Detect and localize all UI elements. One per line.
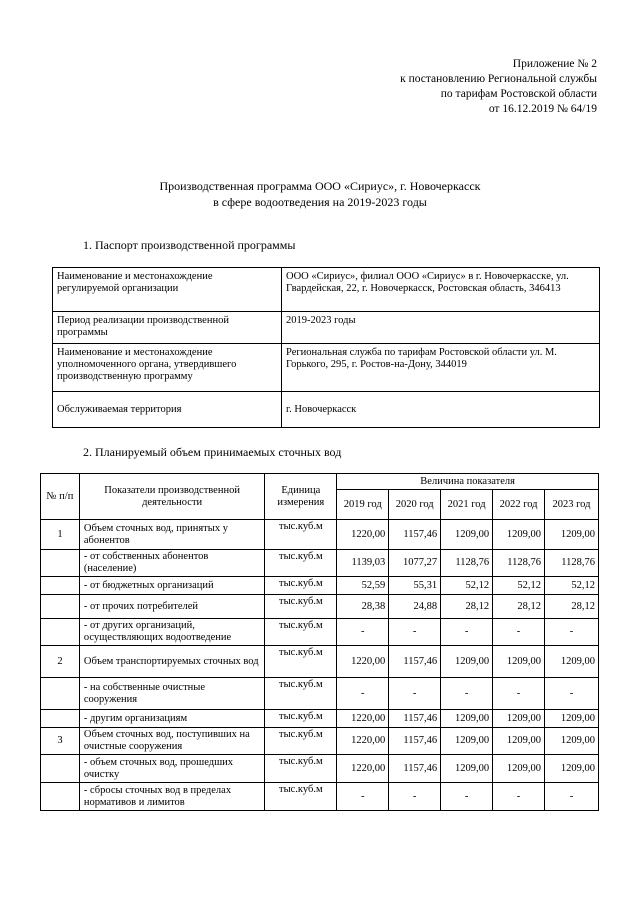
row-value: - (545, 783, 599, 811)
row-value: 1220,00 (337, 728, 389, 755)
row-value: - (441, 678, 493, 710)
header-year: 2022 год (493, 490, 545, 520)
row-value: - (337, 783, 389, 811)
row-unit: тыс.куб.м (265, 550, 337, 577)
table-row (41, 678, 599, 710)
row-value: 1157,46 (389, 728, 441, 755)
table-row (41, 728, 599, 755)
row-value: 1220,00 (337, 646, 389, 678)
row-value: 55,31 (389, 577, 441, 595)
row-value: 28,12 (493, 595, 545, 619)
row-unit: тыс.куб.м (265, 619, 337, 646)
row-value: - (545, 619, 599, 646)
row-indicator: - на собственные очистные сооружения (79, 678, 264, 710)
row-value: 1209,00 (493, 755, 545, 783)
row-indicator: - сбросы сточных вод в пределах нормативов и лимитов (79, 783, 264, 811)
row-unit: тыс.куб.м (265, 755, 337, 783)
document-title (0, 178, 640, 210)
row-indicator: - от бюджетных организаций (79, 577, 264, 595)
passport-label: Наименование и местонахождение уполномоченного органа, утвердившего производственную программу (53, 344, 282, 392)
row-value: 1209,00 (545, 646, 599, 678)
row-number (41, 619, 80, 646)
row-indicator: - другим организациям (79, 710, 264, 728)
row-value: 24,88 (389, 595, 441, 619)
table-row (41, 619, 599, 646)
passport-value: г. Новочеркасск (282, 392, 600, 428)
row-value: 1157,46 (389, 520, 441, 550)
row-value: - (545, 678, 599, 710)
header-year: 2019 год (337, 490, 389, 520)
row-value: 52,12 (545, 577, 599, 595)
row-value: 52,12 (493, 577, 545, 595)
row-number (41, 783, 80, 811)
row-unit: тыс.куб.м (265, 783, 337, 811)
row-number (41, 755, 80, 783)
row-value: - (441, 783, 493, 811)
table-row (41, 520, 599, 550)
appendix-block (400, 57, 597, 117)
row-indicator: Объем транспортируемых сточных вод (79, 646, 264, 678)
row-value: 1209,00 (545, 520, 599, 550)
row-unit: тыс.куб.м (265, 595, 337, 619)
row-value: 28,12 (545, 595, 599, 619)
row-number (41, 678, 80, 710)
row-number: 3 (41, 728, 80, 755)
table-header-row (41, 474, 599, 490)
row-value: 1209,00 (545, 728, 599, 755)
table-row (41, 710, 599, 728)
table-row (41, 783, 599, 811)
row-value: 1209,00 (493, 646, 545, 678)
row-value: - (389, 678, 441, 710)
table-row (41, 550, 599, 577)
row-value: - (441, 619, 493, 646)
row-number (41, 710, 80, 728)
row-value: 1220,00 (337, 755, 389, 783)
row-value: 1128,76 (441, 550, 493, 577)
row-value: 1128,76 (545, 550, 599, 577)
table-row (41, 755, 599, 783)
row-value: 1220,00 (337, 520, 389, 550)
row-number: 2 (41, 646, 80, 678)
row-value: 1157,46 (389, 710, 441, 728)
table-row (53, 392, 600, 428)
header-year: 2020 год (389, 490, 441, 520)
row-value: 1209,00 (545, 755, 599, 783)
row-indicator: - от прочих потребителей (79, 595, 264, 619)
header-no: № п/п (41, 474, 80, 520)
header-value: Величина показателя (337, 474, 599, 490)
table-row (41, 646, 599, 678)
row-value: - (493, 678, 545, 710)
row-value: - (337, 678, 389, 710)
passport-table (52, 267, 600, 428)
row-value: 1209,00 (441, 755, 493, 783)
passport-value: ООО «Сириус», филиал ООО «Сириус» в г. Новочеркасскe, ул. Гвардейская, 22, г. Новочеркасск, Ростовская область, 346413 (282, 268, 600, 312)
table-row (41, 595, 599, 619)
row-value: - (493, 619, 545, 646)
row-value: 1157,46 (389, 646, 441, 678)
header-unit: Единица измерения (265, 474, 337, 520)
row-value: 1209,00 (441, 646, 493, 678)
table-row (53, 312, 600, 344)
row-value: 28,38 (337, 595, 389, 619)
appendix-line: по тарифам Ростовской области (440, 88, 597, 100)
row-value: 1209,00 (441, 728, 493, 755)
row-value: 1209,00 (441, 710, 493, 728)
row-value: - (389, 619, 441, 646)
row-indicator: Объем сточных вод, принятых у абонентов (79, 520, 264, 550)
row-indicator: - от других организаций, осуществляющих водоотведение (79, 619, 264, 646)
passport-label: Период реализации производственной программы (53, 312, 282, 344)
row-value: - (337, 619, 389, 646)
volume-table (40, 473, 599, 811)
row-unit: тыс.куб.м (265, 728, 337, 755)
row-value: 1077,27 (389, 550, 441, 577)
table-row (53, 268, 600, 312)
row-number (41, 577, 80, 595)
passport-value: Региональная служба по тарифам Ростовской области ул. М. Горького, 295, г. Ростов-на-Дону, 344019 (282, 344, 600, 392)
row-number (41, 595, 80, 619)
title-line: в сфере водоотведения на 2019-2023 годы (213, 195, 427, 209)
header-indicator: Показатели производственной деятельности (79, 474, 264, 520)
row-value: 1220,00 (337, 710, 389, 728)
row-value: 1128,76 (493, 550, 545, 577)
section-heading-passport: 1. Паспорт производственной программы (83, 238, 296, 252)
table-row (41, 577, 599, 595)
row-value: 1209,00 (545, 710, 599, 728)
row-unit: тыс.куб.м (265, 520, 337, 550)
row-indicator: - объем сточных вод, прошедших очистку (79, 755, 264, 783)
appendix-line: к постановлению Региональной службы (400, 73, 597, 85)
appendix-line: от 16.12.2019 № 64/19 (488, 103, 597, 115)
row-value: 1209,00 (493, 520, 545, 550)
header-year: 2023 год (545, 490, 599, 520)
section-heading-volume: 2. Планируемый объем принимаемых сточных вод (83, 445, 342, 459)
row-number (41, 550, 80, 577)
row-value: 1209,00 (493, 710, 545, 728)
passport-value: 2019-2023 годы (282, 312, 600, 344)
row-value: - (493, 783, 545, 811)
row-unit: тыс.куб.м (265, 710, 337, 728)
header-year: 2021 год (441, 490, 493, 520)
row-value: - (389, 783, 441, 811)
row-number: 1 (41, 520, 80, 550)
row-value: 28,12 (441, 595, 493, 619)
passport-label: Наименование и местонахождение регулируемой организации (53, 268, 282, 312)
row-value: 1209,00 (493, 728, 545, 755)
row-unit: тыс.куб.м (265, 646, 337, 678)
row-unit: тыс.куб.м (265, 577, 337, 595)
row-value: 1139,03 (337, 550, 389, 577)
passport-label: Обслуживаемая территория (53, 392, 282, 428)
row-unit: тыс.куб.м (265, 678, 337, 710)
row-indicator: - от собственных абонентов (население) (79, 550, 264, 577)
row-value: 1157,46 (389, 755, 441, 783)
row-indicator: Объем сточных вод, поступивших на очистные сооружения (79, 728, 264, 755)
table-row (53, 344, 600, 392)
row-value: 52,59 (337, 577, 389, 595)
title-line: Производственная программа ООО «Сириус», г. Новочеркасск (159, 179, 481, 193)
row-value: 1209,00 (441, 520, 493, 550)
row-value: 52,12 (441, 577, 493, 595)
appendix-line: Приложение № 2 (512, 58, 597, 70)
volume-table-body (41, 520, 599, 811)
